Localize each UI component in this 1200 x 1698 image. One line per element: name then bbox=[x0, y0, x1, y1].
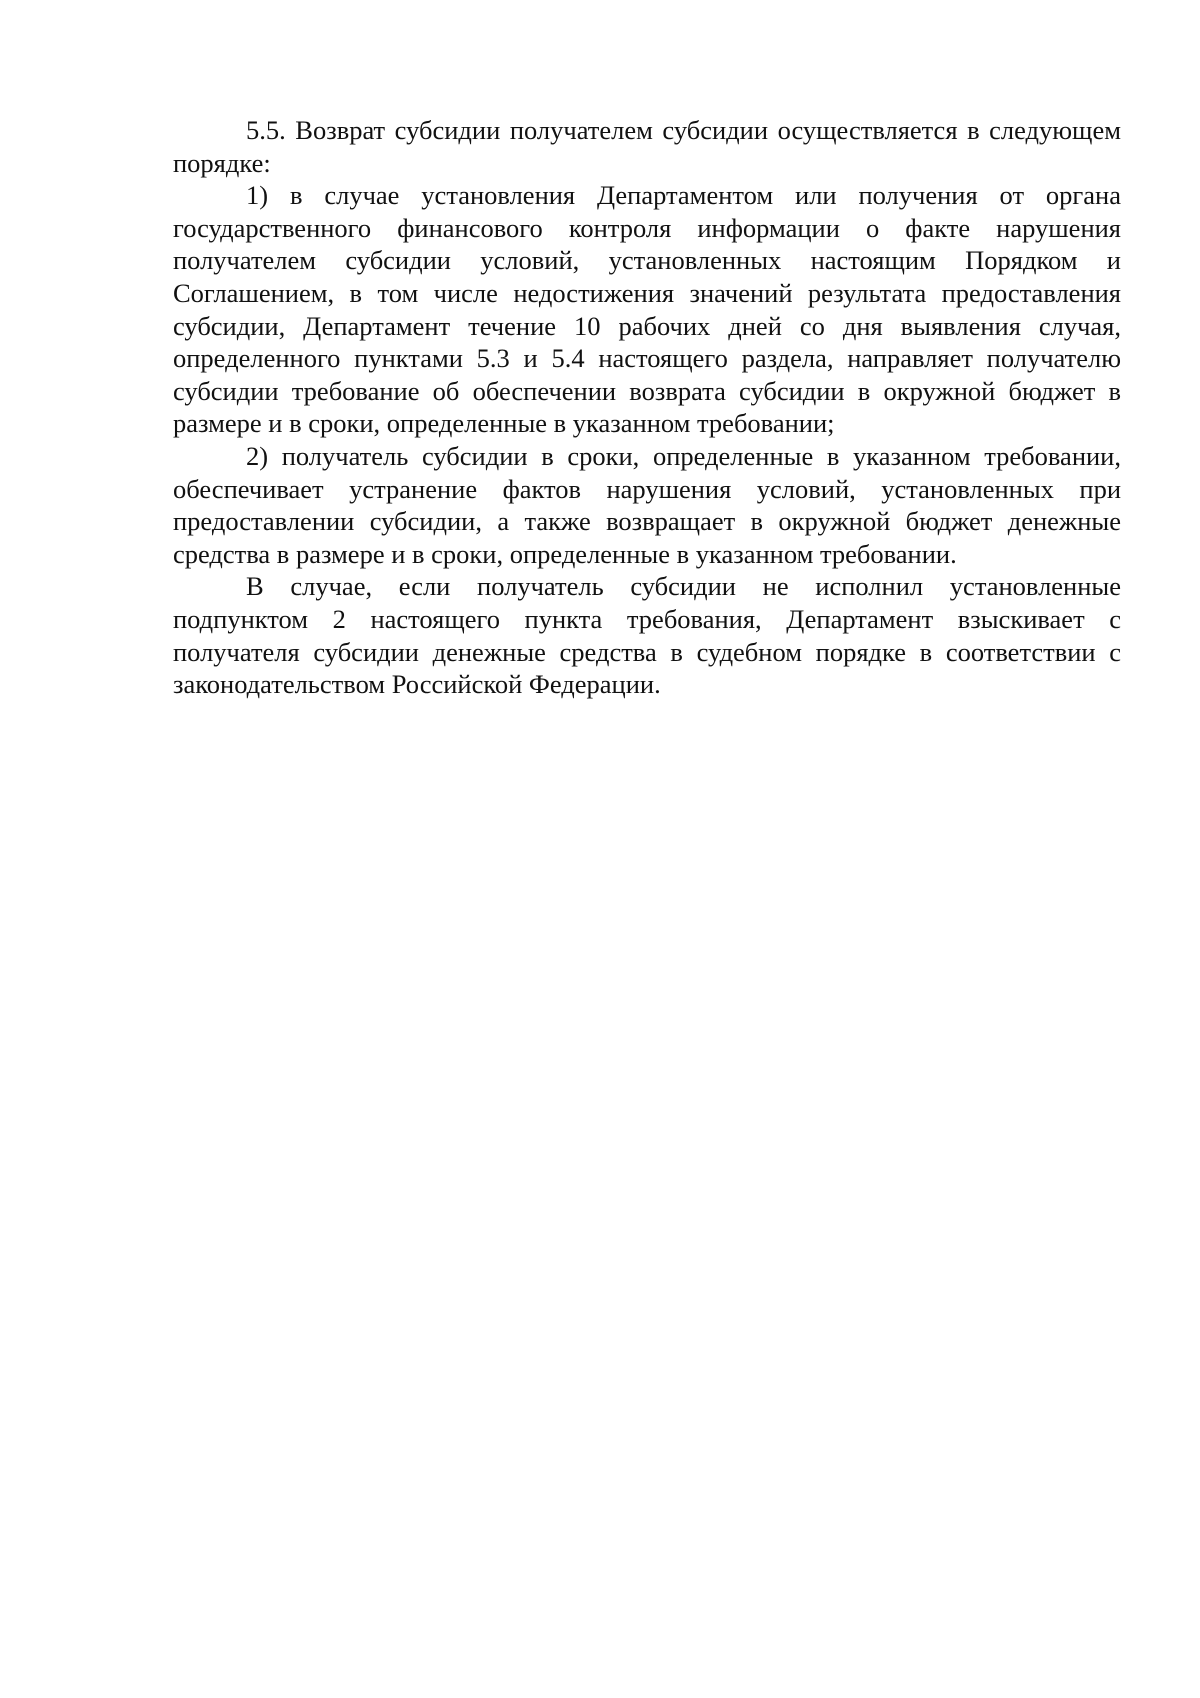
paragraph-5-5-intro: 5.5. Возврат субсидии получателем субсидии осуществляется в следующем порядке: bbox=[173, 115, 1121, 178]
paragraph-recovery: В случае, если получатель субсидии не исполнил установленные подпунктом 2 настоящего пункта требования, Департамент взыскивает с получателя субсидии денежные средства в судебном порядке в соответствии с законодательством Российской Федерации. bbox=[173, 571, 1121, 700]
paragraph-item-1: 1) в случае установления Департаментом или получения от органа государственного финансового контроля информации о факте нарушения получателем субсидии условий, установленных настоящим Порядком и Соглашением, в том числе недостижения значений результата предоставления субсидии, Департамент течение 10 рабочих дней со дня выявления случая, определенного пунктами 5.3 и 5.4 настоящего раздела, направляет получателю субсидии требование об обеспечении возврата субсидии в окружной бюджет в размере и в сроки, определенные в указанном требовании; bbox=[173, 180, 1121, 439]
document-body bbox=[173, 114, 1121, 701]
paragraph-item-2: 2) получатель субсидии в сроки, определенные в указанном требовании, обеспечивает устранение фактов нарушения условий, установленных при предоставлении субсидии, а также возвращает в окружной бюджет денежные средства в размере и в сроки, определенные в указанном требовании. bbox=[173, 440, 1121, 569]
